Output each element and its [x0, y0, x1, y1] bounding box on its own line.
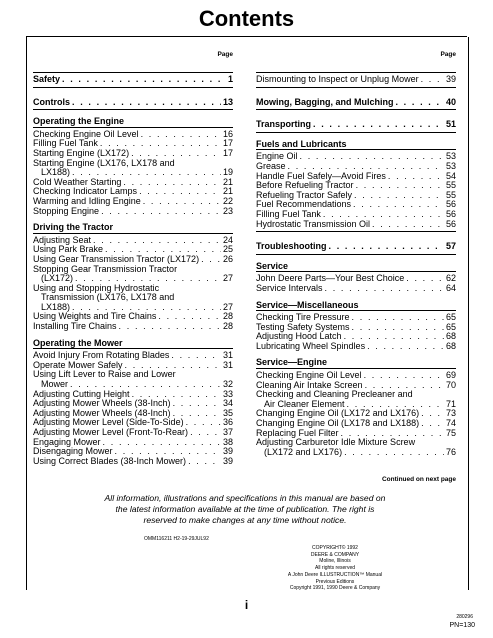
toc-entry[interactable]: Starting Engine (LX172) . . . 17 — [33, 149, 233, 159]
toc-entry[interactable]: Adjusting Mower Level (Front-To-Rear) . . . 37 — [33, 428, 233, 438]
toc-entry[interactable]: (LX172 and LX176) . . . 76 — [256, 448, 456, 458]
toc-entry[interactable]: Adjusting Mower Wheels (48-Inch) . . . 35 — [33, 409, 233, 419]
toc-entry[interactable]: Replacing Fuel Filter . . . 75 — [256, 429, 456, 439]
section-heading-service: Service — [256, 260, 289, 271]
toc-entry[interactable]: Stopping Engine . . . 23 — [33, 207, 233, 217]
toc-entry[interactable]: Grease . . . 53 — [256, 162, 456, 172]
section-rule — [33, 87, 233, 88]
toc-entry[interactable]: Air Cleaner Element . . . 71 — [256, 400, 456, 410]
section-heading-misc: Service—Miscellaneous — [256, 299, 359, 310]
section-heading-mower: Operating the Mower — [33, 337, 123, 348]
toc-left-column — [33, 50, 233, 466]
toc-entry[interactable]: Filling Fuel Tank . . . 17 — [33, 139, 233, 149]
section-rule — [256, 149, 456, 150]
toc-entry[interactable]: Checking Indicator Lamps . . . 21 — [33, 187, 233, 197]
toc-entry[interactable]: Using Weights and Tire Chains . . . 28 — [33, 312, 233, 322]
section-rule — [256, 87, 456, 88]
page-number: i — [244, 598, 249, 612]
toc-entry[interactable]: Adjusting Seat . . . 24 — [33, 236, 233, 246]
toc-entry[interactable]: Checking Engine Oil Level . . . 69 — [256, 371, 456, 381]
toc-entry[interactable]: Testing Safety Systems . . . 65 — [256, 323, 456, 333]
toc-entry[interactable]: Adjusting Cutting Height . . . 33 — [33, 390, 233, 400]
section-heading-engine: Operating the Engine — [33, 116, 125, 127]
toc-entry[interactable]: Dismounting to Inspect or Unplug Mower . . . 39 — [256, 75, 456, 85]
toc-entry-safety[interactable]: Safety . . . 1 — [33, 75, 233, 85]
toc-entry-line[interactable]: Using Lift Lever to Raise and Lower — [33, 369, 176, 380]
toc-entry[interactable]: Mower . . . 32 — [33, 380, 233, 390]
toc-entry[interactable]: Checking Engine Oil Level . . . 16 — [33, 130, 233, 140]
column-rule — [256, 72, 456, 73]
toc-entry-line[interactable]: Starting Engine (LX176, LX178 and — [33, 157, 175, 168]
toc-entry[interactable]: Fuel Recommendations . . . 56 — [256, 200, 456, 210]
section-rule — [256, 254, 456, 255]
page-column-header: Page — [440, 51, 456, 58]
copyright-block: COPYRIGHT© 1992 DEERE & COMPANY Moline, Illinois All rights reserved A John Deere ILLUSTRUCTION™ Manual Previous Editions Copyright 1991, 1990 Deere & Company — [287, 545, 383, 592]
toc-entry[interactable]: John Deere Parts—Your Best Choice . . . 62 — [256, 274, 456, 284]
doc-code: 280296 — [456, 614, 473, 620]
toc-entry[interactable]: Disengaging Mower . . . 39 — [33, 447, 233, 457]
page-column-header: Page — [217, 51, 233, 58]
section-heading-tractor: Driving the Tractor — [33, 222, 114, 233]
toc-entry[interactable]: Using Correct Blades (38-Inch Mower) . . . 39 — [33, 457, 233, 467]
section-rule — [33, 109, 233, 110]
toc-entry[interactable]: (LX172) . . . 27 — [33, 274, 233, 284]
column-rule — [33, 72, 233, 73]
toc-right-column — [256, 50, 456, 485]
section-rule — [256, 310, 456, 311]
toc-entry[interactable]: Refueling Tractor Safely . . . 55 — [256, 191, 456, 201]
toc-entry-line[interactable]: Checking and Cleaning Precleaner and — [256, 389, 413, 400]
section-rule — [256, 271, 456, 272]
toc-entry[interactable]: Using Park Brake . . . 25 — [33, 245, 233, 255]
toc-entry-line[interactable]: Transmission (LX176, LX178 and — [41, 292, 175, 303]
toc-entry[interactable]: Cleaning Air Intake Screen . . . 70 — [256, 381, 456, 391]
toc-entry[interactable]: Operate Mower Safely . . . 31 — [33, 361, 233, 371]
toc-entry-controls[interactable]: Controls . . . 13 — [33, 98, 233, 108]
toc-entry[interactable]: Checking Tire Pressure . . . 65 — [256, 313, 456, 323]
disclaimer-notice: All information, illustrations and specifications in this manual are based on the latest information available at the time of publication. The right is reserved to make changes at any time without notice. — [104, 493, 386, 525]
toc-entry[interactable]: LX188) . . . 27 — [33, 303, 233, 313]
toc-entry-troubleshooting[interactable]: Troubleshooting . . . 57 — [256, 242, 456, 252]
toc-entry[interactable]: Adjusting Mower Wheels (38-Inch) . . . 34 — [33, 399, 233, 409]
section-rule — [256, 368, 456, 369]
toc-entry[interactable]: Installing Tire Chains . . . 28 — [33, 322, 233, 332]
toc-entry[interactable]: Avoid Injury From Rotating Blades . . . 31 — [33, 351, 233, 361]
toc-entry-line[interactable]: Adjusting Carburetor Idle Mixture Screw — [256, 437, 416, 448]
toc-entry[interactable]: Adjusting Hood Latch . . . 68 — [256, 332, 456, 342]
toc-entry[interactable]: Lubricating Wheel Spindles . . . 68 — [256, 342, 456, 352]
page-title: Contents — [198, 6, 295, 31]
section-rule — [256, 109, 456, 110]
toc-entry[interactable]: Changing Engine Oil (LX178 and LX188) . . . 74 — [256, 419, 456, 429]
toc-entry[interactable]: LX188) . . . 19 — [33, 168, 233, 178]
toc-entry-line[interactable]: Using and Stopping Hydrostatic — [33, 282, 160, 293]
pn-code: PN=130 — [449, 622, 475, 629]
toc-entry[interactable]: Hydrostatic Transmission Oil . . . 56 — [256, 220, 456, 230]
section-rule — [33, 348, 233, 349]
section-rule — [256, 231, 456, 232]
continued-note: Continued on next page — [381, 476, 456, 484]
section-heading-fuel: Fuels and Lubricants — [256, 138, 347, 149]
toc-entry[interactable]: Changing Engine Oil (LX172 and LX176) . . . 73 — [256, 409, 456, 419]
section-rule — [33, 127, 233, 128]
section-rule — [33, 233, 233, 234]
toc-entry[interactable]: Service Intervals . . . 64 — [256, 284, 456, 294]
toc-entry-mowing[interactable]: Mowing, Bagging, and Mulching . . . 40 — [256, 98, 456, 108]
toc-entry[interactable]: Filling Fuel Tank . . . 56 — [256, 210, 456, 220]
toc-entry[interactable]: Cold Weather Starting . . . 21 — [33, 178, 233, 188]
toc-entry[interactable]: Handle Fuel Safely—Avoid Fires . . . 54 — [256, 172, 456, 182]
toc-entry[interactable]: Using Gear Transmission Tractor (LX172) . . . 26 — [33, 255, 233, 265]
toc-entry[interactable]: Before Refueling Tractor . . . 55 — [256, 181, 456, 191]
file-id: OMM116211 H2-19-29JUL92 — [144, 536, 209, 542]
toc-entry[interactable]: Engaging Mower . . . 38 — [33, 438, 233, 448]
toc-entry-line[interactable]: Stopping Gear Transmission Tractor — [33, 263, 178, 274]
section-rule — [256, 132, 456, 133]
toc-entry-transporting[interactable]: Transporting . . . 51 — [256, 120, 456, 130]
toc-entry[interactable]: Engine Oil . . . 53 — [256, 152, 456, 162]
toc-entry[interactable]: Warming and Idling Engine . . . 22 — [33, 197, 233, 207]
section-heading-engine-service: Service—Engine — [256, 357, 328, 368]
toc-entry[interactable]: Adjusting Mower Level (Side-To-Side) . . . 36 — [33, 418, 233, 428]
